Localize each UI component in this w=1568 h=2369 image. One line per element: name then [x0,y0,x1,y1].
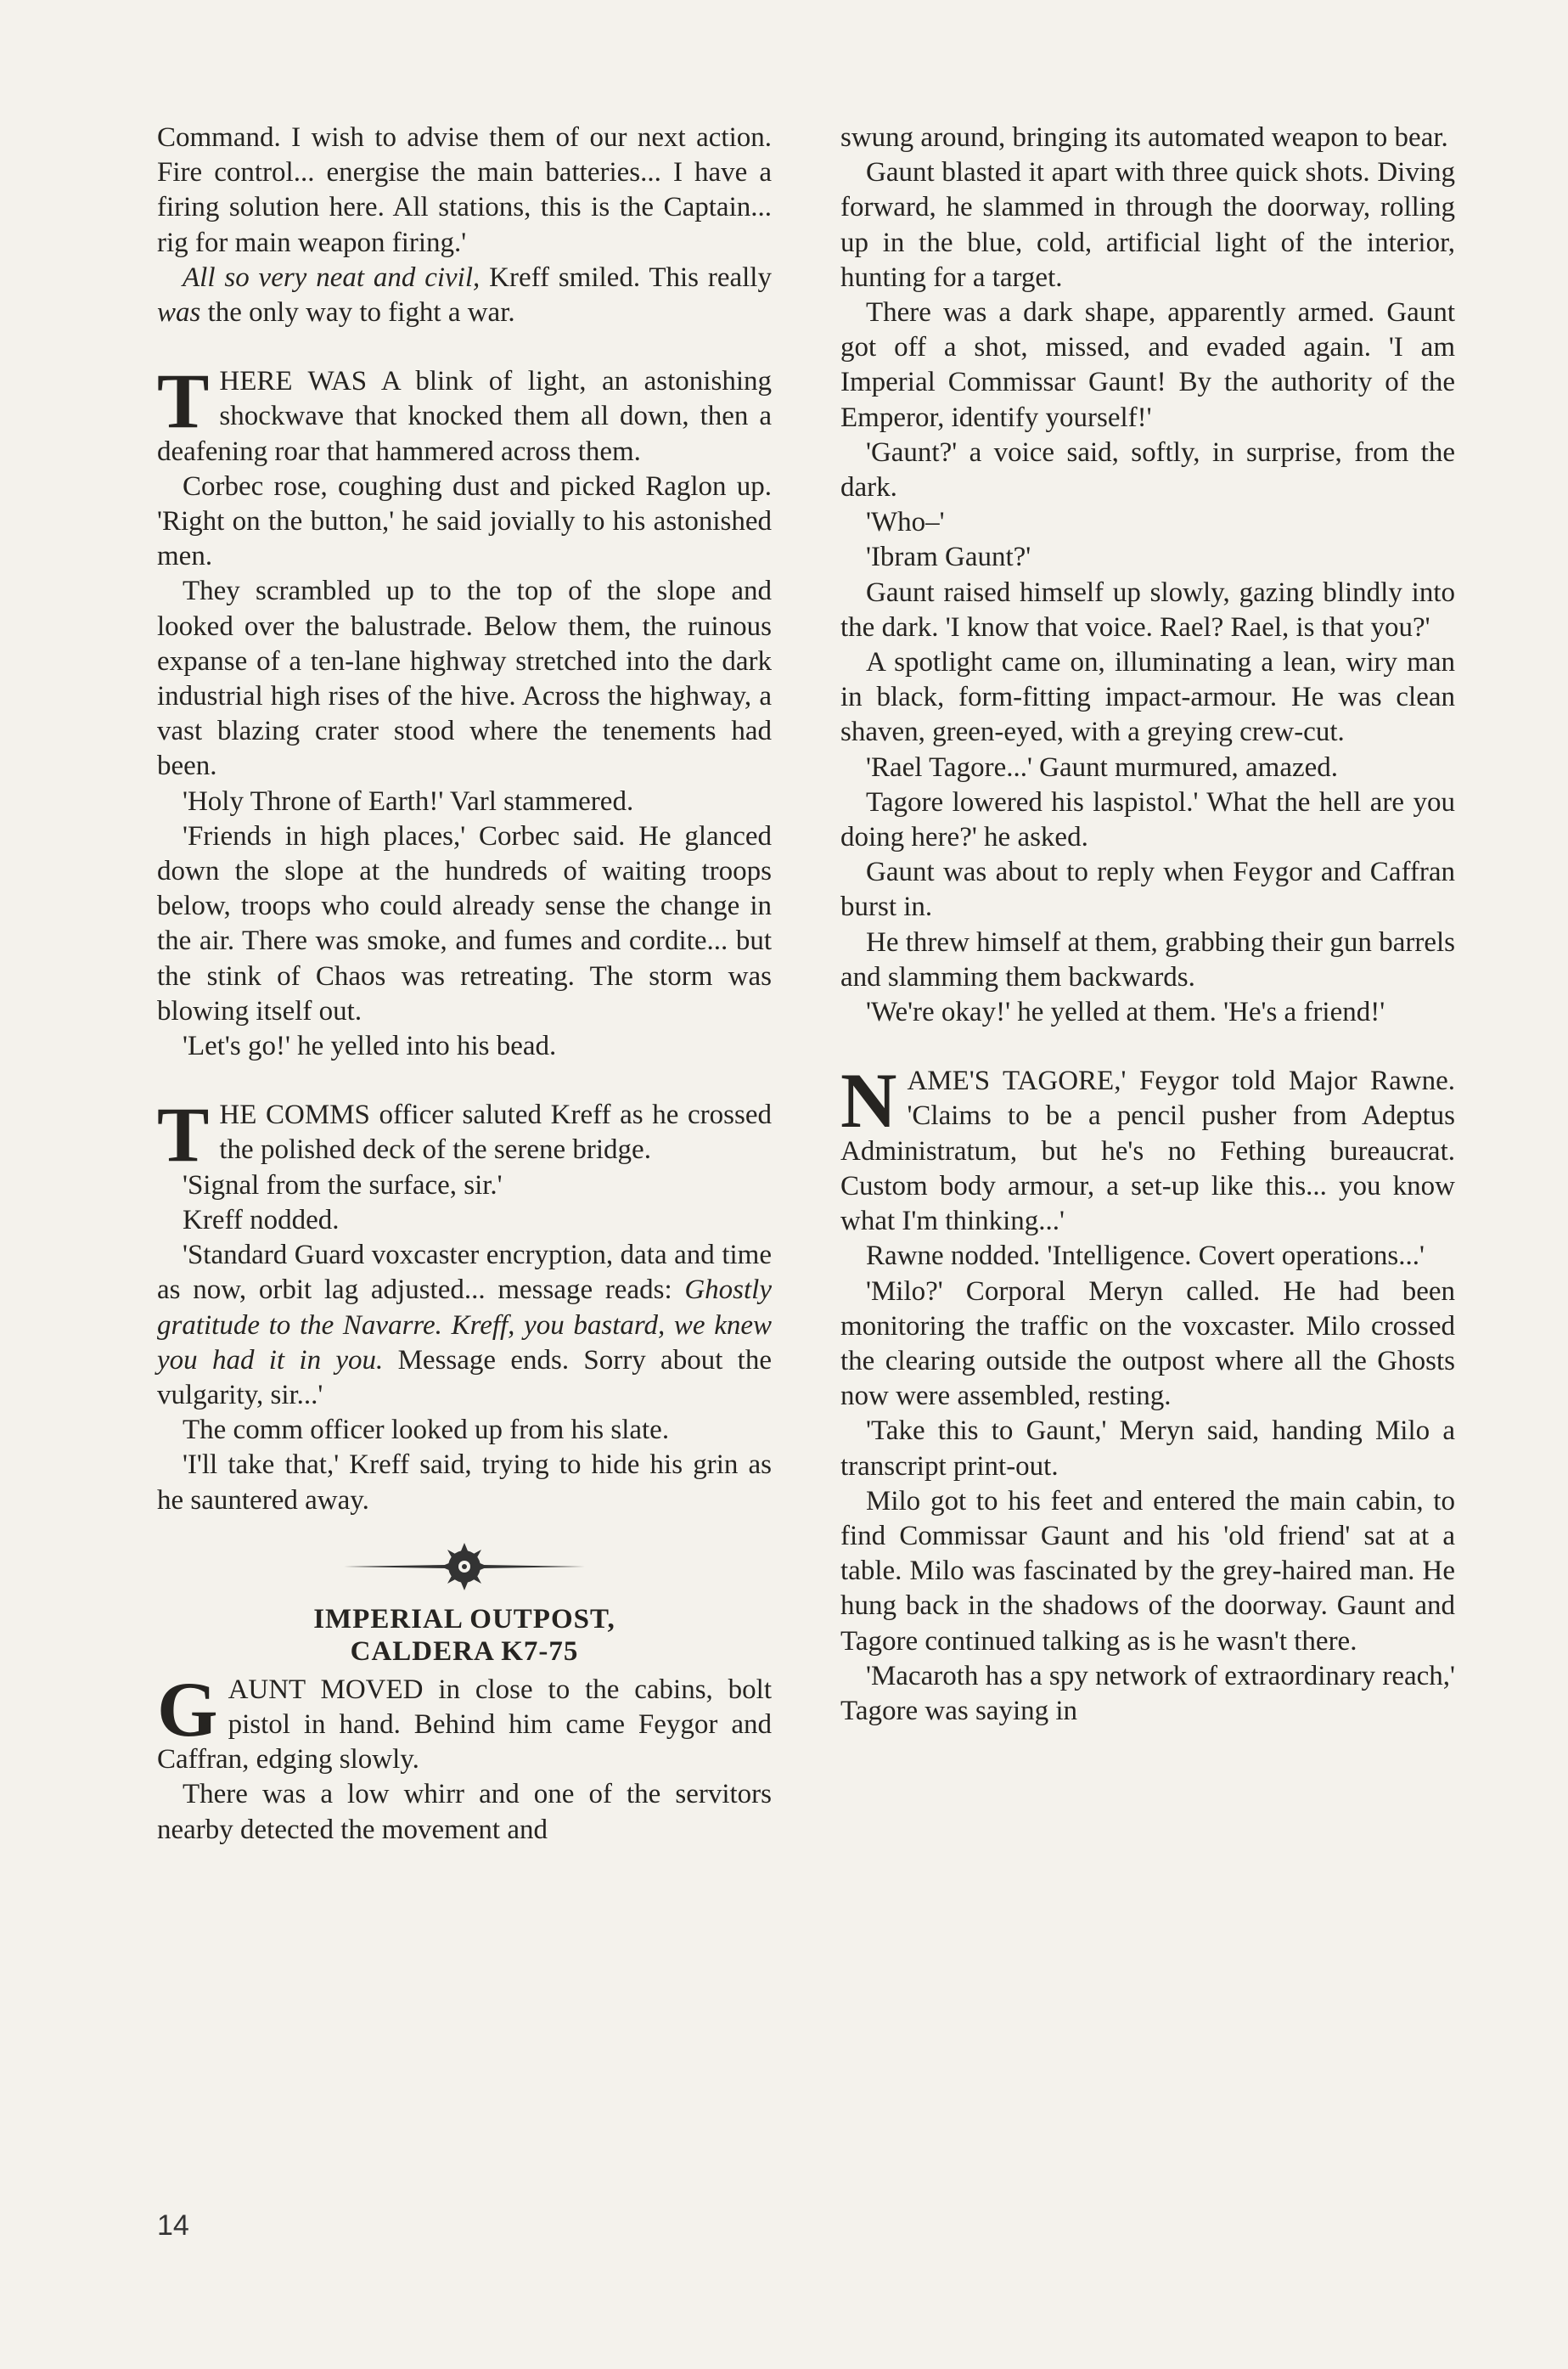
paragraph: 'Holy Throne of Earth!' Varl stammered. [183,785,634,817]
paragraph: swung around, bringing its automated weapon to bear. [840,122,1448,153]
paragraph: 'Macaroth has a spy network of extraordinary reach,' Tagore was saying in [840,1660,1455,1726]
section-opening-paragraph: GAUNT MOVED in close to the cabins, bolt pistol in hand. Behind him came Feygor and Caffran, edging slowly. [157,1665,772,1775]
section-break [840,1030,1455,1064]
paragraph: 'Who–' [866,507,945,538]
drop-cap: T [157,357,210,445]
paragraph: 'Gaunt?' a voice said, softly, in surprise, from the dark. [840,436,1455,504]
paragraph: 'Standard Guard voxcaster encryption, data and time as now, orbit lag adjusted... message reads: Ghostly gratitude to the Navarre. Kreff, you bastard, we knew you had it in you. Message ends. Sorry about the vulgarity, sir...' [157,1240,772,1410]
paragraph: 'Milo?' Corporal Meryn called. He had been monitoring the traffic on the voxcaster. Milo crossed the clearing outside the outpost where all the Ghosts now were assembled, resting. [840,1275,1455,1412]
paragraph: 'Rael Tagore...' Gaunt murmured, amazed. [866,751,1339,783]
section-opening-paragraph: THERE WAS A blink of light, an astonishing shockwave that knocked them all down, then a deafening roar that hammered across them. [157,357,772,467]
paragraph: 'We're okay!' he yelled at them. 'He's a friend!' [866,997,1385,1028]
paragraph: Command. I wish to advise them of our next action. Fire control... energise the main batteries... I have a firing solution here. All stations, this is the Captain... rig for main weapon firing.' [157,122,772,258]
section-break [157,330,772,364]
paragraph: Gaunt raised himself up slowly, gazing blindly into the dark. 'I know that voice. Rael? Rael, is that you?' [840,577,1455,643]
paragraph: 'Friends in high places,' Corbec said. He glanced down the slope at the hundreds of waiting troops below, troops who could already sense the change in the air. There was smoke, and fumes and cordite... but the stink of Chaos was retreating. The storm was blowing itself out. [157,820,772,1027]
paragraph: He threw himself at them, grabbing their gun barrels and slamming them backwards. [840,926,1455,993]
paragraph: Rawne nodded. 'Intelligence. Covert operations...' [866,1241,1425,1272]
paragraph: Corbec rose, coughing dust and picked Raglon up. 'Right on the button,' he said jovially to his astonished men. [157,470,772,572]
chapter-ornament-icon [337,1540,592,1593]
section-opening-paragraph: NAME'S TAGORE,' Feygor told Major Rawne. 'Claims to be a pencil pusher from Adeptus Administratum, but he's no Fething bureaucrat. Custom body armour, a set-up like this... you know what I'm thinking...' [840,1057,1455,1237]
section-break [157,1064,772,1098]
paragraph: Milo got to his feet and entered the main cabin, to find Commissar Gaunt and his 'old friend' sat at a table. Milo was fascinated by the grey-haired man. He hung back in the shadows of the doorway. Gaunt and Tagore continued talking as is he wasn't there. [840,1485,1455,1657]
paragraph: Tagore lowered his laspistol.' What the hell are you doing here?' he asked. [840,786,1455,853]
right-column [840,121,1455,1729]
paragraph: 'I'll take that,' Kreff said, trying to hide his grin as he sauntered away. [157,1449,772,1516]
section-opening-paragraph: THE COMMS officer saluted Kreff as he crossed the polished deck of the serene bridge. [157,1091,772,1179]
paragraph: Gaunt was about to reply when Feygor and Caffran burst in. [840,857,1455,923]
paragraph: The comm officer looked up from his slate. [183,1415,670,1446]
paragraph: 'Take this to Gaunt,' Meryn said, handing Milo a transcript print-out. [840,1415,1455,1482]
paragraph: Kreff nodded. [183,1204,340,1235]
page-number: 14 [157,2209,189,2242]
paragraph: There was a low whirr and one of the servitors nearby detected the movement and [157,1779,772,1845]
paragraph: They scrambled up to the top of the slope and looked over the balustrade. Below them, the ruinous expanse of a ten-lane highway stretched into the dark industrial high rises of the hive. Across the highway, a vast blazing crater stood where the tenements had been. [157,576,772,782]
paragraph: 'Signal from the surface, sir.' [183,1169,503,1201]
paragraph: Gaunt blasted it apart with three quick shots. Diving forward, he slammed in through the doorway, rolling up in the blue, cold, artificial light of the interior, hunting for a target. [840,157,1455,293]
drop-cap: N [840,1057,897,1145]
paragraph: There was a dark shape, apparently armed. Gaunt got off a shot, missed, and evaded again. 'I am Imperial Commissar Gaunt! By the authority of the Emperor, identify yourself!' [840,297,1455,433]
paragraph: All so very neat and civil, Kreff smiled. This really was the only way to fight a war. [157,262,772,329]
paragraph: 'Let's go!' he yelled into his bead. [183,1031,557,1062]
paragraph: 'Ibram Gaunt?' [866,542,1031,573]
paragraph: A spotlight came on, illuminating a lean, wiry man in black, form-fitting impact-armour. He was clean shaven, green-eyed, with a greying crew-cut. [840,647,1455,748]
left-column [157,121,772,1848]
section-heading: IMPERIAL OUTPOST, CALDERA K7-75 [313,1603,615,1667]
drop-cap: G [157,1665,218,1753]
drop-cap: T [157,1091,210,1179]
